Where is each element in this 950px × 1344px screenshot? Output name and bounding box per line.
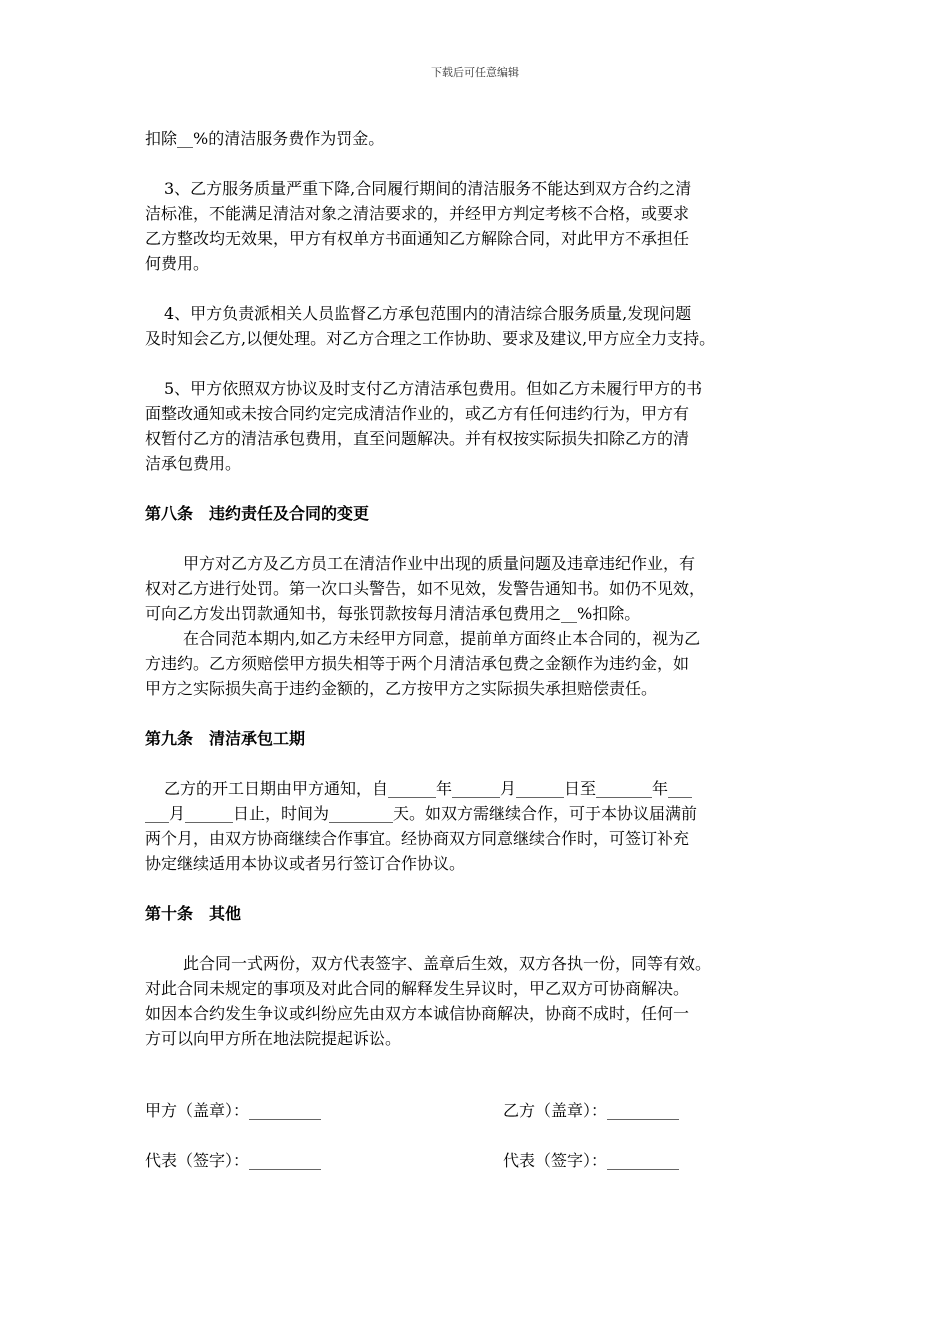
text-line: 两个月，由双方协商继续合作事宜。经协商双方同意继续合作时，可签订补充 bbox=[145, 829, 690, 848]
text-line: 乙方的开工日期由甲方通知，自______年______月______日至_______年___ bbox=[164, 779, 693, 798]
section-9-heading: 第九条 清洁承包工期 bbox=[145, 729, 306, 748]
text-line: 方违约。乙方须赔偿甲方损失相等于两个月清洁承包费之金额作为违约金，如 bbox=[145, 654, 690, 673]
text-line: 可向乙方发出罚款通知书，每张罚款按每月清洁承包费用之__%扣除。 bbox=[145, 604, 641, 623]
page-header: 下载后可任意编辑 bbox=[431, 66, 519, 79]
text-line: 对此合同未规定的事项及对此合同的解释发生异议时，甲乙双方可协商解决。 bbox=[145, 979, 690, 998]
text-line: 洁承包费用。 bbox=[145, 454, 242, 473]
section-10-heading: 第十条 其他 bbox=[145, 904, 242, 923]
text-line: ___月______日止，时间为________天。如双方需继续合作，可于本协议届满前 bbox=[145, 804, 698, 823]
text-line: 协定继续适用本协议或者另行签订合作协议。 bbox=[145, 854, 466, 873]
text-line: 在合同范本期内,如乙方未经甲方同意，提前单方面终止本合同的，视为乙 bbox=[183, 629, 701, 648]
text-line: 面整改通知或未按合同约定完成清洁作业的，或乙方有任何违约行为，甲方有 bbox=[145, 404, 690, 423]
text-line: 甲方对乙方及乙方员工在清洁作业中出现的质量问题及违章违纪作业，有 bbox=[183, 554, 696, 573]
text-line: 3、乙方服务质量严重下降,合同履行期间的清洁服务不能达到双方合约之清 bbox=[164, 179, 692, 198]
text-line: 4、甲方负责派相关人员监督乙方承包范围内的清洁综合服务质量,发现问题 bbox=[164, 304, 692, 323]
text-line: 如因本合约发生争议或纠纷应先由双方本诚信协商解决，协商不成时，任何一 bbox=[145, 1004, 690, 1023]
party-b-seal-line: 乙方（盖章）：_________ bbox=[503, 1101, 680, 1120]
party-a-seal-line: 甲方（盖章）：_________ bbox=[145, 1101, 322, 1120]
text-line: 此合同一式两份，双方代表签字、盖章后生效，双方各执一份，同等有效。 bbox=[183, 954, 712, 973]
party-a-sign-line: 代表（签字）：_________ bbox=[145, 1151, 322, 1170]
text-line: 甲方之实际损失高于违约金额的，乙方按甲方之实际损失承担赔偿责任。 bbox=[145, 679, 658, 698]
text-line: 洁标准，不能满足清洁对象之清洁要求的，并经甲方判定考核不合格，或要求 bbox=[145, 204, 690, 223]
text-line: 权对乙方进行处罚。第一次口头警告，如不见效，发警告通知书。如仍不见效， bbox=[145, 579, 706, 598]
text-line: 及时知会乙方,以便处理。对乙方合理之工作协助、要求及建议,甲方应全力支持。 bbox=[145, 329, 716, 348]
text-line: 方可以向甲方所在地法院提起诉讼。 bbox=[145, 1029, 402, 1048]
text-line: 权暂付乙方的清洁承包费用，直至问题解决。并有权按实际损失扣除乙方的清 bbox=[145, 429, 690, 448]
text-line: 乙方整改均无效果，甲方有权单方书面通知乙方解除合同，对此甲方不承担任 bbox=[145, 229, 690, 248]
party-b-sign-line: 代表（签字）：_________ bbox=[503, 1151, 680, 1170]
text-line: 何费用。 bbox=[145, 254, 210, 273]
text-line: 5、甲方依照双方协议及时支付乙方清洁承包费用。但如乙方未履行甲方的书 bbox=[164, 379, 703, 398]
text-line: 扣除__%的清洁服务费作为罚金。 bbox=[145, 129, 385, 148]
section-8-heading: 第八条 违约责任及合同的变更 bbox=[145, 504, 370, 523]
